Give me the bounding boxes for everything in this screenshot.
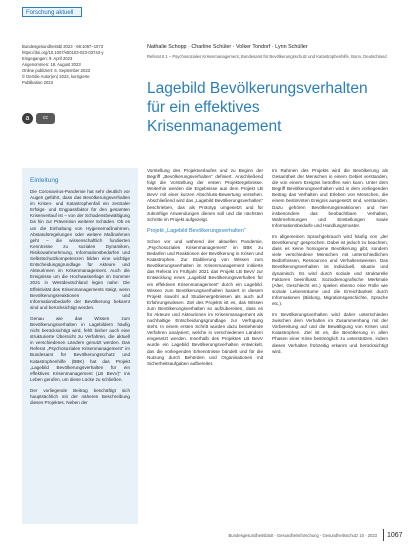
middle-column [147,168,263,524]
author-list: Nathalie Schopp · Charline Schüler · Volker Tondorf · Lynn Schüller [147,44,308,50]
article-metadata [22,44,117,86]
author-affiliation: Referat II.1 – Psychosoziales Krisenmanagement, Bundesamt für Bevölkerungsschutz und Katastrophenhilfe, Bonn, Deutschland [147,54,387,59]
meta-line: Angenommen: 18. August 2023 [22,62,81,67]
intro-heading: Einleitung [30,177,59,184]
paragraph: Der vorliegende Beitrag beschäftigt sich hauptsächlich mit der näheren Beschreibung dieses Projektes. Neben der [30,387,130,406]
paragraph: Schon vor und während der aktuellen Pandemie, „Psychosoziales Krisenmanagement“ im BBK zu Bedarfen und Reaktionen der Bevölkerung in Krisen und Katastrophen. Zur Etablierung von Wissen zum Bevölkerungsverhalten im Krisenmanagement initiierte das Referat im Frühjahr 2021 das Projekt LB BevV zur Entwicklung eines „Lagebild Bevölkerungsverhalten für ein effektives Krisenmanagement“ durch ein Lagebild. Wissen zum Bevölkerungsverhalten basiert in diesem Projekt sowohl auf Studienergebnissen als auch auf Erfahrungswissen. Ziel des Projekts ist es, das Wissen zum Bevölkerungsverhalten so aufzubereiten, dass es für Akteure und Akteurinnen im Krisenmanagement als nachhaltige Entscheidungsgrundlage zur Verfügung steht. In einem ersten Schritt wurden dazu bestehende Verfahren analysiert, welche in verschiedenen Ländern eingesetzt werden. Innerhalb des Projektes LB BevV wurde ein Lagebild Bevölkerungsverhalten entwickelt, das die vorliegenden Erkenntnisse bündelt und für die Nutzung durch Behörden und Organisationen mit Sicherheitsaufgaben aufbereitet. [147,238,263,366]
section-rubric: Forschung aktuell [22,7,82,17]
meta-line: © Der/die Autor(en) 2023, korrigierte [22,74,90,79]
intro-text [30,189,130,411]
paragraph: Im Bevölkerungsverhalten wird daher unterschieden zwischen dem Verhalten im Zusammenhang mit der Vorbereitung auf und die Bewältigung von Krisen und Katastrophen. Ziel ist es, die Bevölkerung in allen Phasen einer Krise bestmöglich zu unterstützen, indem dieses Verhalten frühzeitig erkannt und berücksichtigt wird. [272,312,388,354]
meta-line: Online publiziert: 6. September 2023 [22,68,90,73]
project-subheading: Projekt „Lagebild Bevölkerungsverhalten“ [147,227,246,234]
right-column [272,168,388,524]
meta-line: Eingegangen: 9. April 2023 [22,56,73,61]
meta-line[interactable]: https://doi.org/10.1007/s00103-023-03743-y [22,50,104,55]
paragraph: Genau wie das Wissen zum Bevölkerungsverhalten in Lagebildern häufig nicht berücksichtigt wird, fehlt bisher auch eine strukturierte Übersicht zu Verfahren, die aktuell in verschiedenen Ländern genutzt werden. Das Referat „Psychosoziales Krisenmanagement“ im Bundesamt für Bevölkerungsschutz und Katastrophenhilfe (BBK) hat das Projekt „Lagebild Bevölkerungsverhalten für ein effektives Krisenmanagement (LB BevV)“ ins Leben gerufen, um diese Lücke zu schließen. [30,315,130,382]
paragraph: Die Coronavirus-Pandemie hat sehr deutlich vor Augen geführt, dass das Bevölkerungsverhalten im Krisen- und Katastrophenfall ein zentraler Erfolgs- und Engpassfaktor für den gesamten Krisenverlauf ist – von der Schadensbewältigung bis hin zur Prävention weiterer Schäden. Ob es um die Einhaltung von Hygienemaßnahmen, Abstandsregelungen oder weitere Maßnahmen geht – die wissenschaftlich fundierten Kenntnisse zu sozialen Dynamiken, Risikowahrnehmung, Informationsbedarfen und Selbstschutzkompetenzen bilden eine wichtige Entscheidungsgrundlage für Akteure und Akteurinnen im Krisenmanagement. Auch die Ereignisse um die Hochwasserlage im Sommer 2021 in Westdeutschland legen nahe: Die Effektivität des Krisenmanagements steigt, wenn Bevölkerungsreaktionen und Informationsbedarfe der Bevölkerung bekannt sind und berücksichtigt werden. [30,189,130,310]
open-access-icon: a [22,113,33,124]
page-number: 1067 [387,532,403,539]
intro-panel [22,168,138,524]
paragraph: Im allgemeinen Sprachgebrauch wird häufig von „der Bevölkerung“ gesprochen. Dabei ist jedoch zu beachten, dass es keine homogene Bevölkerung gibt, sondern viele verschiedene Menschen mit unterschiedlichen Bedürfnissen, Ressourcen und Verhaltensweisen. Das Bevölkerungsverhalten ist individuell, situativ und dynamisch. Es wird durch soziale und strukturelle Faktoren beeinflusst. Soziodemografische Merkmale (Alter, Geschlecht etc.) spielen ebenso eine Rolle wie soziale Lebensräume und die Erreichbarkeit durch Informationen (Bildung, Migrationsgeschichte, Sprache etc.). [272,233,388,306]
creative-commons-icon: cc [36,113,55,124]
paragraph: Vorstellung des Projektverlaufes und zu Beginn der Begriff „Bevölkerungsverhalten“ definiert. Anschließend folgt die Vorstellung der ersten Projektergebnisse. Weiterhin werden die Ergebnisse aus dem Projekt LB BevV mit einer kurzen Abschluss-Bewertung versehen. Abschließend wird das „Lagebild Bevölkerungsverhalten“ beschrieben, das als Prototyp umgesetzt und für zukünftige Anwendungen dienen soll und die nächsten Schritte im Projekt aufgezeigt. [147,168,263,222]
journal-footer: Bundesgesundheitsblatt - Gesundheitsforschung - Gesundheitsschutz 10 · 2023 [228,533,377,538]
meta-line: Publikation 2023 [22,80,53,85]
meta-line: Bundesgesundheitsbl 2023 · 66:1067–1073 [22,44,104,49]
footer-divider [383,529,384,541]
paragraph: Im Rahmen des Projekts wird die Bevölkerung als Gesamtheit der Menschen in einem Gebiet verstanden, die von einem Ereignis betroffen sein kann. Unter dem Begriff Bevölkerungsverhalten wird in dem vorliegenden Beitrag das Verhalten und Erleben von Menschen, die einem bestimmten Ereignis ausgesetzt sind, verstanden. Dazu gehören Bevölkerungsreaktionen und hier insbesondere das beobachtbare Verhalten, Wahrnehmungen und Einstellungen sowie Informationsbedarfe und Handlungsmuster. [272,168,388,228]
article-title: Lagebild Bevölkerungsverhalten für ein effektives Krisenmanagement [147,80,368,135]
